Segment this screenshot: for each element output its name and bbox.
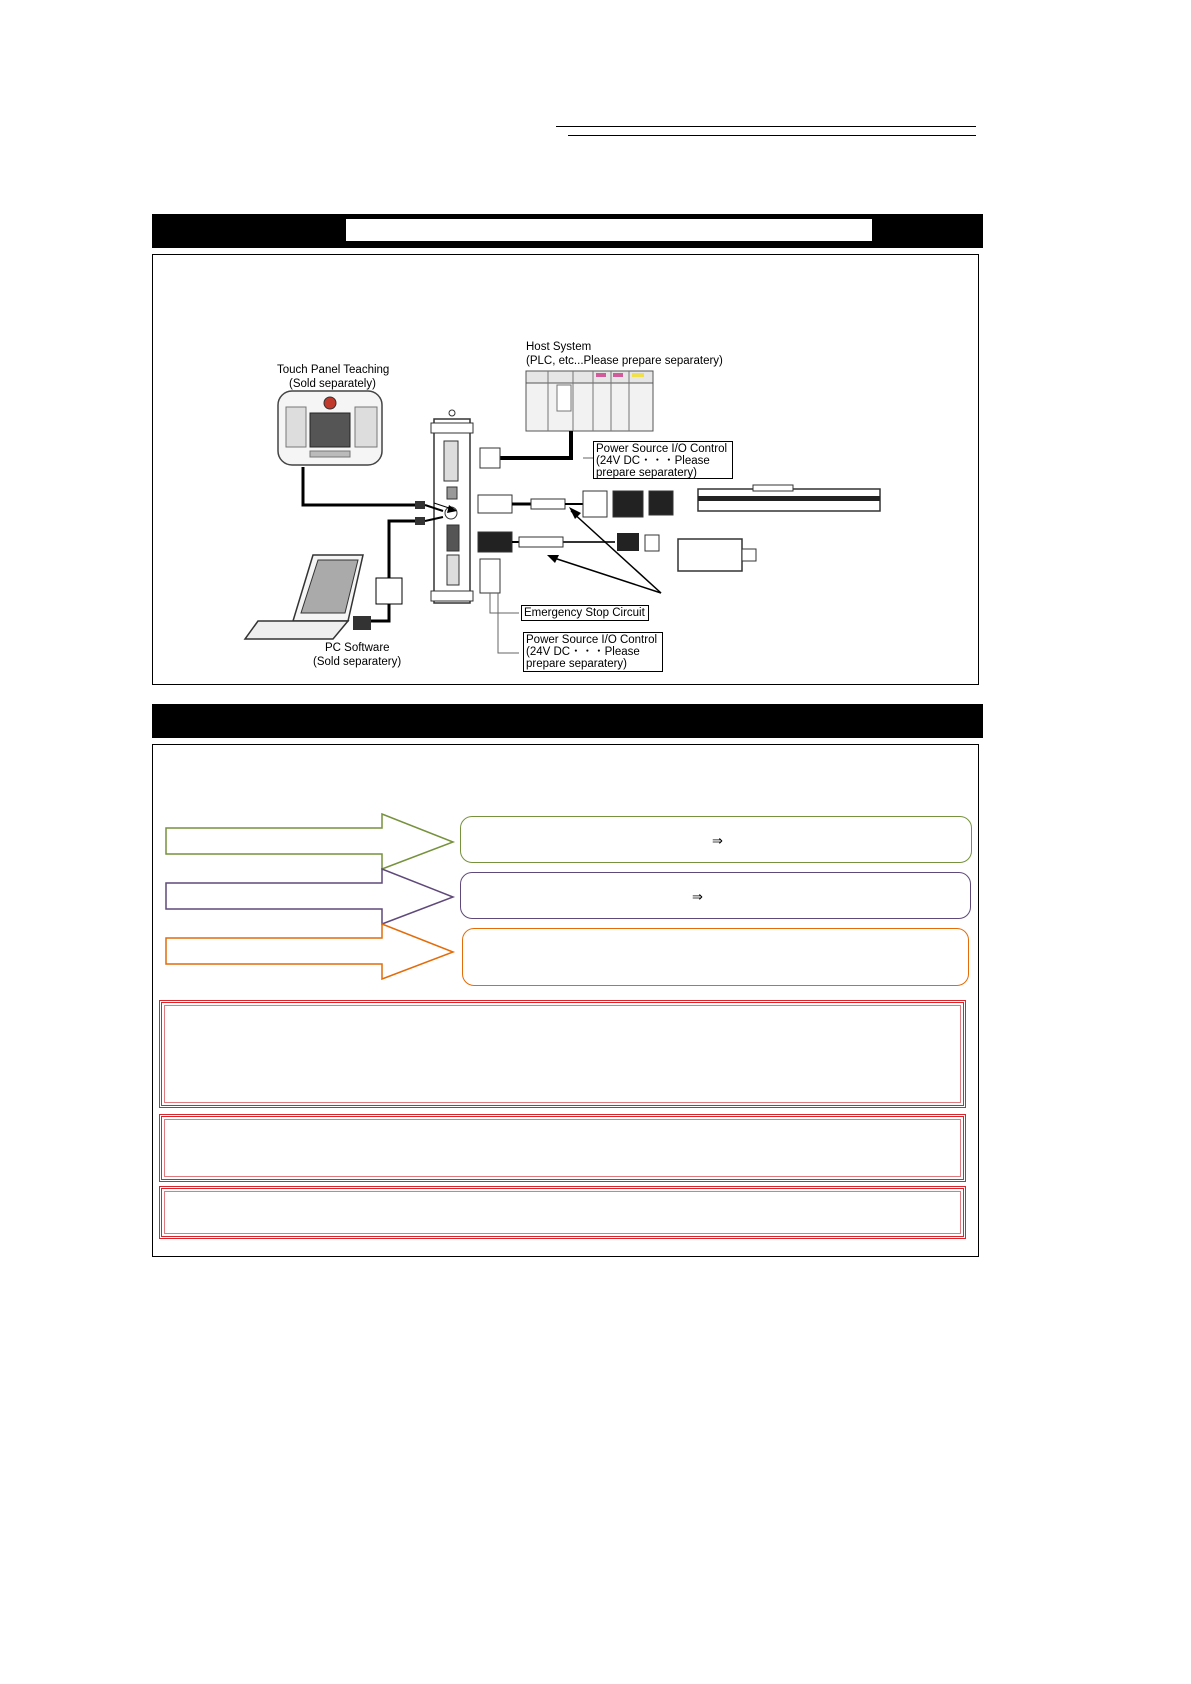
power-io-top-line-1: Power Source I/O Control bbox=[596, 443, 728, 455]
actuator-1-image bbox=[698, 485, 880, 511]
power-io-top-line-3: prepare separatery) bbox=[596, 467, 697, 479]
touch-panel-image bbox=[278, 391, 382, 465]
power-io-label-top bbox=[593, 441, 733, 479]
host-system-note: (PLC, etc...Please prepare separatery) bbox=[526, 355, 723, 367]
touch-panel-title: Touch Panel Teaching bbox=[277, 364, 390, 376]
emergency-stop-label: Emergency Stop Circuit bbox=[521, 605, 649, 621]
warning-box-1 bbox=[159, 1000, 966, 1108]
controller-image bbox=[431, 410, 473, 603]
flow-box-2 bbox=[460, 872, 971, 919]
power-io-bottom-line-2: (24V DC・・・Please bbox=[526, 646, 640, 658]
section-header-bar-2 bbox=[152, 704, 983, 738]
actuator-2-image bbox=[678, 539, 756, 571]
host-system-title: Host System bbox=[526, 341, 592, 353]
section-header-title-box bbox=[346, 219, 872, 241]
section-header-bar-1 bbox=[152, 214, 983, 248]
pc-software-title: PC Software bbox=[325, 642, 390, 654]
flow-box-3 bbox=[462, 928, 969, 986]
flow-box-2-arrow: ⇒ bbox=[692, 889, 703, 904]
touch-panel-note: (Sold separately) bbox=[289, 378, 376, 390]
power-io-label-bottom bbox=[523, 632, 663, 672]
warning-box-2 bbox=[159, 1114, 966, 1182]
warning-box-3 bbox=[159, 1186, 966, 1239]
host-plc-image bbox=[526, 371, 653, 431]
laptop-image bbox=[245, 555, 363, 639]
power-io-bottom-line-3: prepare separatery) bbox=[526, 658, 627, 670]
flow-arrow-1-shape bbox=[166, 814, 453, 869]
pc-software-note: (Sold separatery) bbox=[313, 656, 402, 668]
flow-box-1-arrow: ⇒ bbox=[712, 833, 723, 848]
power-io-top-line-2: (24V DC・・・Please bbox=[596, 455, 710, 467]
header-rule-top bbox=[556, 126, 976, 127]
header-rule-bottom bbox=[568, 135, 976, 136]
power-io-bottom-line-1: Power Source I/O Control bbox=[526, 634, 658, 646]
flow-section-frame bbox=[152, 744, 979, 1257]
flow-arrow-3-shape bbox=[166, 924, 453, 979]
system-configuration-frame bbox=[152, 254, 979, 685]
flow-arrow-2-shape bbox=[166, 869, 453, 924]
flow-box-1 bbox=[460, 816, 972, 863]
